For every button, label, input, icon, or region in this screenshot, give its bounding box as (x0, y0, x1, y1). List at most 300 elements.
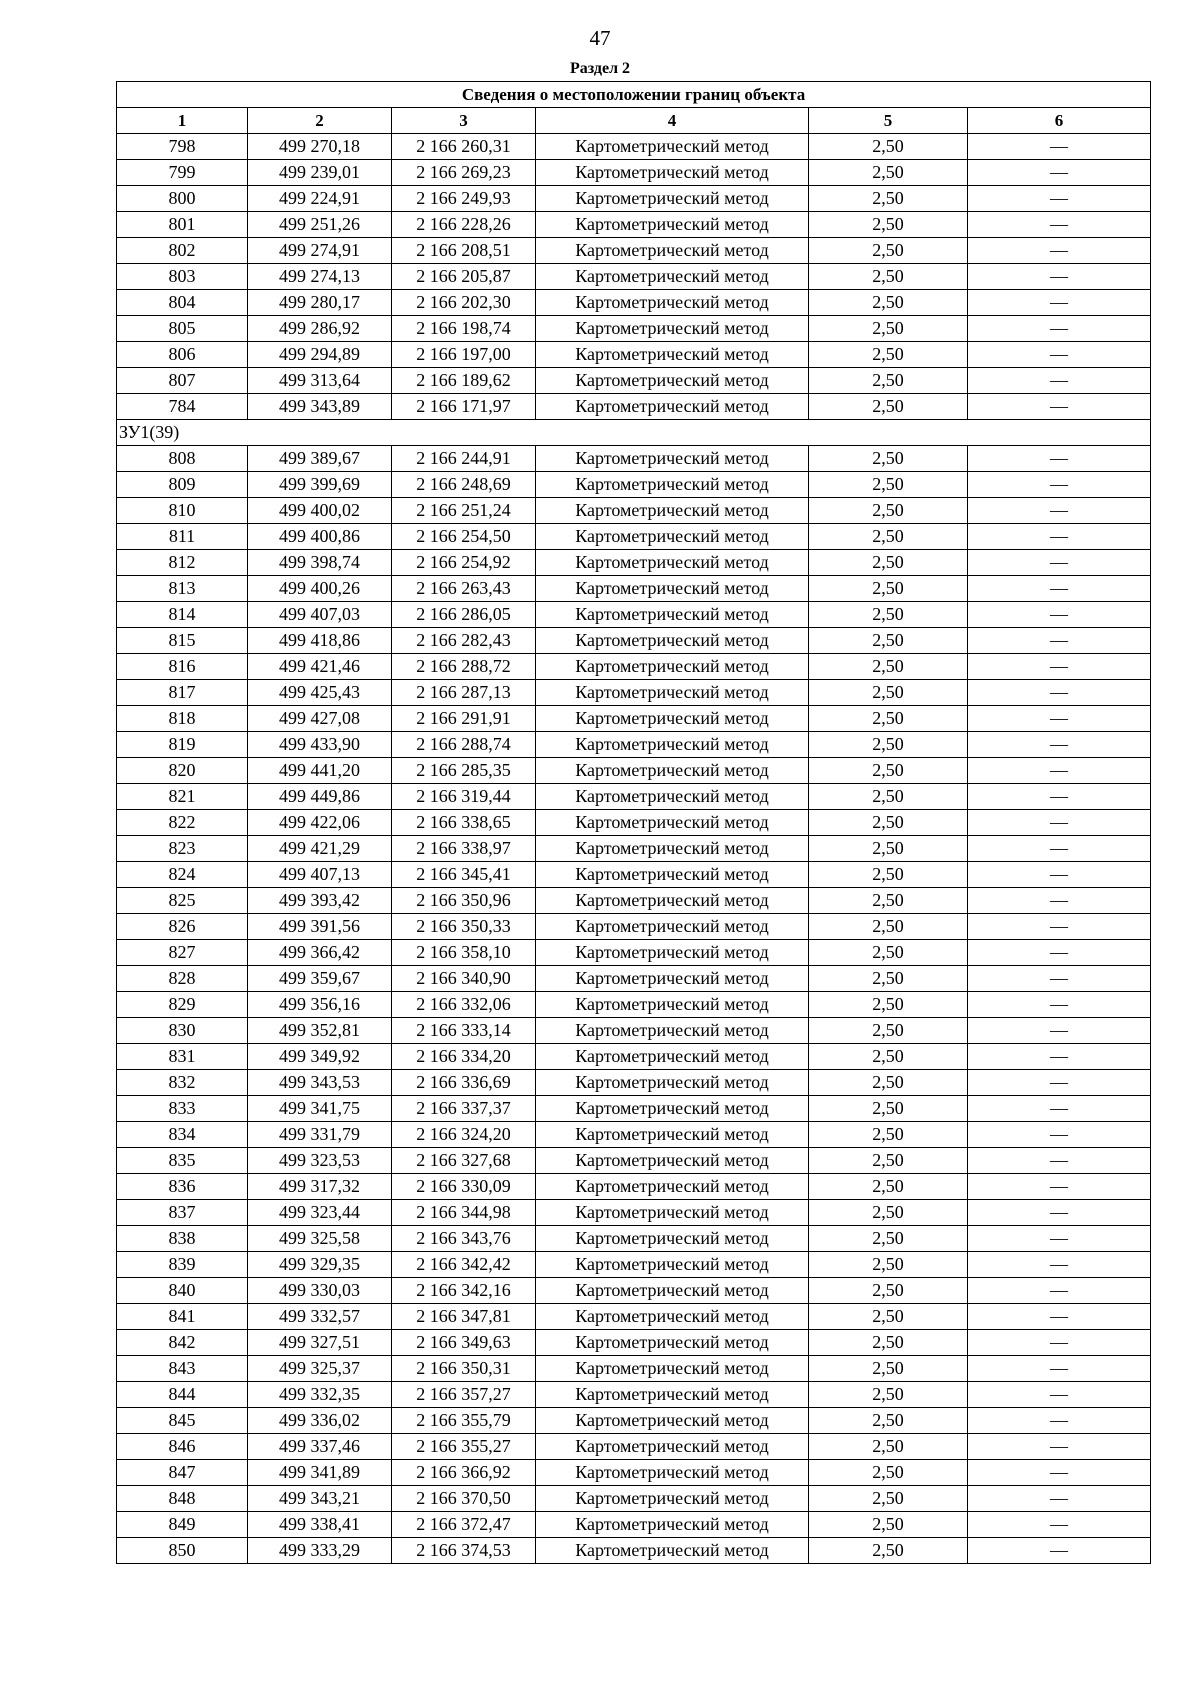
accuracy-cell: 2,50 (809, 576, 968, 602)
table-row (117, 576, 1151, 602)
method-cell: Картометрический метод (536, 368, 809, 394)
coord-x-cell: 499 422,06 (248, 810, 392, 836)
accuracy-cell: 2,50 (809, 602, 968, 628)
coord-x-cell: 499 330,03 (248, 1278, 392, 1304)
coord-y-cell: 2 166 347,81 (392, 1304, 536, 1330)
point-number-cell: 824 (117, 862, 248, 888)
method-cell: Картометрический метод (536, 316, 809, 342)
table-row (117, 706, 1151, 732)
method-cell: Картометрический метод (536, 550, 809, 576)
coord-y-cell: 2 166 282,43 (392, 628, 536, 654)
table-row (117, 342, 1151, 368)
coord-x-cell: 499 389,67 (248, 446, 392, 472)
accuracy-cell: 2,50 (809, 1044, 968, 1070)
point-number-cell: 809 (117, 472, 248, 498)
coord-y-cell: 2 166 319,44 (392, 784, 536, 810)
method-cell: Картометрический метод (536, 1070, 809, 1096)
accuracy-cell: 2,50 (809, 1174, 968, 1200)
point-number-cell: 823 (117, 836, 248, 862)
table-row (117, 992, 1151, 1018)
coord-x-cell: 499 336,02 (248, 1408, 392, 1434)
description-cell: — (968, 238, 1151, 264)
coord-y-cell: 2 166 287,13 (392, 680, 536, 706)
description-cell: — (968, 394, 1151, 420)
column-header: 2 (248, 108, 392, 134)
coord-y-cell: 2 166 291,91 (392, 706, 536, 732)
description-cell: — (968, 628, 1151, 654)
method-cell: Картометрический метод (536, 394, 809, 420)
accuracy-cell: 2,50 (809, 1356, 968, 1382)
accuracy-cell: 2,50 (809, 654, 968, 680)
accuracy-cell: 2,50 (809, 212, 968, 238)
method-cell: Картометрический метод (536, 134, 809, 160)
column-header-row (117, 108, 1151, 134)
coord-x-cell: 499 433,90 (248, 732, 392, 758)
coord-x-cell: 499 349,92 (248, 1044, 392, 1070)
accuracy-cell: 2,50 (809, 1018, 968, 1044)
coord-y-cell: 2 166 288,72 (392, 654, 536, 680)
point-number-cell: 830 (117, 1018, 248, 1044)
method-cell: Картометрический метод (536, 1382, 809, 1408)
coord-y-cell: 2 166 197,00 (392, 342, 536, 368)
method-cell: Картометрический метод (536, 914, 809, 940)
table-row (117, 966, 1151, 992)
description-cell: — (968, 888, 1151, 914)
coord-x-cell: 499 421,29 (248, 836, 392, 862)
table-row (117, 1122, 1151, 1148)
accuracy-cell: 2,50 (809, 836, 968, 862)
point-number-cell: 801 (117, 212, 248, 238)
coord-x-cell: 499 391,56 (248, 914, 392, 940)
description-cell: — (968, 264, 1151, 290)
table-row (117, 1434, 1151, 1460)
accuracy-cell: 2,50 (809, 1382, 968, 1408)
table-row (117, 1096, 1151, 1122)
description-cell: — (968, 1486, 1151, 1512)
point-number-cell: 812 (117, 550, 248, 576)
coord-y-cell: 2 166 244,91 (392, 446, 536, 472)
coord-y-cell: 2 166 338,97 (392, 836, 536, 862)
description-cell: — (968, 1278, 1151, 1304)
coord-x-cell: 499 398,74 (248, 550, 392, 576)
accuracy-cell: 2,50 (809, 1278, 968, 1304)
description-cell: — (968, 862, 1151, 888)
accuracy-cell: 2,50 (809, 1538, 968, 1564)
coord-y-cell: 2 166 350,96 (392, 888, 536, 914)
accuracy-cell: 2,50 (809, 498, 968, 524)
point-number-cell: 849 (117, 1512, 248, 1538)
coord-y-cell: 2 166 355,79 (392, 1408, 536, 1434)
method-cell: Картометрический метод (536, 264, 809, 290)
coord-y-cell: 2 166 254,50 (392, 524, 536, 550)
description-cell: — (968, 1512, 1151, 1538)
method-cell: Картометрический метод (536, 1408, 809, 1434)
method-cell: Картометрический метод (536, 1174, 809, 1200)
table-row (117, 862, 1151, 888)
point-number-cell: 802 (117, 238, 248, 264)
table-row (117, 914, 1151, 940)
coord-y-cell: 2 166 208,51 (392, 238, 536, 264)
accuracy-cell: 2,50 (809, 290, 968, 316)
coord-y-cell: 2 166 263,43 (392, 576, 536, 602)
accuracy-cell: 2,50 (809, 1304, 968, 1330)
coord-y-cell: 2 166 251,24 (392, 498, 536, 524)
method-cell: Картометрический метод (536, 1148, 809, 1174)
description-cell: — (968, 1408, 1151, 1434)
description-cell: — (968, 472, 1151, 498)
method-cell: Картометрический метод (536, 628, 809, 654)
description-cell: — (968, 784, 1151, 810)
table-row (117, 940, 1151, 966)
point-number-cell: 822 (117, 810, 248, 836)
coord-x-cell: 499 338,41 (248, 1512, 392, 1538)
coord-y-cell: 2 166 285,35 (392, 758, 536, 784)
group-row (117, 420, 1151, 446)
description-cell: — (968, 212, 1151, 238)
coord-x-cell: 499 400,86 (248, 524, 392, 550)
point-number-cell: 845 (117, 1408, 248, 1434)
table-row (117, 1304, 1151, 1330)
coord-x-cell: 499 359,67 (248, 966, 392, 992)
accuracy-cell: 2,50 (809, 160, 968, 186)
coord-x-cell: 499 239,01 (248, 160, 392, 186)
point-number-cell: 828 (117, 966, 248, 992)
point-number-cell: 811 (117, 524, 248, 550)
coord-x-cell: 499 274,91 (248, 238, 392, 264)
coord-y-cell: 2 166 370,50 (392, 1486, 536, 1512)
description-cell: — (968, 1252, 1151, 1278)
method-cell: Картометрический метод (536, 992, 809, 1018)
point-number-cell: 844 (117, 1382, 248, 1408)
accuracy-cell: 2,50 (809, 134, 968, 160)
coord-y-cell: 2 166 205,87 (392, 264, 536, 290)
accuracy-cell: 2,50 (809, 862, 968, 888)
point-number-cell: 821 (117, 784, 248, 810)
accuracy-cell: 2,50 (809, 888, 968, 914)
coord-x-cell: 499 333,29 (248, 1538, 392, 1564)
accuracy-cell: 2,50 (809, 1096, 968, 1122)
description-cell: — (968, 1174, 1151, 1200)
method-cell: Картометрический метод (536, 1486, 809, 1512)
table-row (117, 160, 1151, 186)
description-cell: — (968, 446, 1151, 472)
table-row (117, 368, 1151, 394)
point-number-cell: 826 (117, 914, 248, 940)
point-number-cell: 816 (117, 654, 248, 680)
description-cell: — (968, 1226, 1151, 1252)
table-row (117, 238, 1151, 264)
point-number-cell: 819 (117, 732, 248, 758)
table-row (117, 1174, 1151, 1200)
method-cell: Картометрический метод (536, 446, 809, 472)
table-row (117, 784, 1151, 810)
coord-x-cell: 499 449,86 (248, 784, 392, 810)
table-row (117, 1148, 1151, 1174)
description-cell: — (968, 576, 1151, 602)
point-number-cell: 841 (117, 1304, 248, 1330)
accuracy-cell: 2,50 (809, 1460, 968, 1486)
point-number-cell: 799 (117, 160, 248, 186)
coord-y-cell: 2 166 254,92 (392, 550, 536, 576)
coord-y-cell: 2 166 338,65 (392, 810, 536, 836)
coord-x-cell: 499 286,92 (248, 316, 392, 342)
coord-y-cell: 2 166 358,10 (392, 940, 536, 966)
method-cell: Картометрический метод (536, 1330, 809, 1356)
coord-x-cell: 499 343,89 (248, 394, 392, 420)
description-cell: — (968, 914, 1151, 940)
coord-x-cell: 499 421,46 (248, 654, 392, 680)
accuracy-cell: 2,50 (809, 1252, 968, 1278)
accuracy-cell: 2,50 (809, 342, 968, 368)
method-cell: Картометрический метод (536, 160, 809, 186)
coord-x-cell: 499 352,81 (248, 1018, 392, 1044)
method-cell: Картометрический метод (536, 862, 809, 888)
coord-x-cell: 499 329,35 (248, 1252, 392, 1278)
accuracy-cell: 2,50 (809, 368, 968, 394)
point-number-cell: 833 (117, 1096, 248, 1122)
coord-x-cell: 499 337,46 (248, 1434, 392, 1460)
accuracy-cell: 2,50 (809, 1486, 968, 1512)
table-row (117, 1018, 1151, 1044)
method-cell: Картометрический метод (536, 706, 809, 732)
coord-x-cell: 499 341,75 (248, 1096, 392, 1122)
description-cell: — (968, 732, 1151, 758)
column-header: 4 (536, 108, 809, 134)
accuracy-cell: 2,50 (809, 186, 968, 212)
coord-x-cell: 499 356,16 (248, 992, 392, 1018)
table-row (117, 888, 1151, 914)
table-title-row (117, 82, 1151, 108)
table-row (117, 1512, 1151, 1538)
coord-y-cell: 2 166 202,30 (392, 290, 536, 316)
table-row (117, 1460, 1151, 1486)
coord-x-cell: 499 274,13 (248, 264, 392, 290)
point-number-cell: 831 (117, 1044, 248, 1070)
coord-y-cell: 2 166 336,69 (392, 1070, 536, 1096)
accuracy-cell: 2,50 (809, 1122, 968, 1148)
accuracy-cell: 2,50 (809, 1512, 968, 1538)
coord-x-cell: 499 317,32 (248, 1174, 392, 1200)
accuracy-cell: 2,50 (809, 472, 968, 498)
method-cell: Картометрический метод (536, 1044, 809, 1070)
description-cell: — (968, 1330, 1151, 1356)
coord-y-cell: 2 166 198,74 (392, 316, 536, 342)
method-cell: Картометрический метод (536, 1512, 809, 1538)
coord-y-cell: 2 166 324,20 (392, 1122, 536, 1148)
point-number-cell: 829 (117, 992, 248, 1018)
table-row (117, 550, 1151, 576)
coord-y-cell: 2 166 342,16 (392, 1278, 536, 1304)
coord-x-cell: 499 251,26 (248, 212, 392, 238)
table-row (117, 498, 1151, 524)
point-number-cell: 842 (117, 1330, 248, 1356)
description-cell: — (968, 706, 1151, 732)
method-cell: Картометрический метод (536, 1538, 809, 1564)
coord-y-cell: 2 166 342,42 (392, 1252, 536, 1278)
coord-y-cell: 2 166 228,26 (392, 212, 536, 238)
point-number-cell: 800 (117, 186, 248, 212)
table-row (117, 134, 1151, 160)
description-cell: — (968, 186, 1151, 212)
accuracy-cell: 2,50 (809, 992, 968, 1018)
description-cell: — (968, 836, 1151, 862)
method-cell: Картометрический метод (536, 1096, 809, 1122)
table-row (117, 1278, 1151, 1304)
table-row (117, 1200, 1151, 1226)
table-row (117, 1356, 1151, 1382)
method-cell: Картометрический метод (536, 186, 809, 212)
description-cell: — (968, 524, 1151, 550)
table-row (117, 1408, 1151, 1434)
method-cell: Картометрический метод (536, 810, 809, 836)
table-row (117, 1252, 1151, 1278)
description-cell: — (968, 1122, 1151, 1148)
coord-x-cell: 499 400,26 (248, 576, 392, 602)
description-cell: — (968, 342, 1151, 368)
column-header: 1 (117, 108, 248, 134)
point-number-cell: 804 (117, 290, 248, 316)
accuracy-cell: 2,50 (809, 940, 968, 966)
method-cell: Картометрический метод (536, 1252, 809, 1278)
coord-x-cell: 499 418,86 (248, 628, 392, 654)
table-row (117, 1226, 1151, 1252)
coord-y-cell: 2 166 357,27 (392, 1382, 536, 1408)
description-cell: — (968, 602, 1151, 628)
description-cell: — (968, 160, 1151, 186)
description-cell: — (968, 368, 1151, 394)
description-cell: — (968, 1460, 1151, 1486)
method-cell: Картометрический метод (536, 1304, 809, 1330)
table-row (117, 186, 1151, 212)
point-number-cell: 798 (117, 134, 248, 160)
description-cell: — (968, 758, 1151, 784)
coord-x-cell: 499 407,13 (248, 862, 392, 888)
point-number-cell: 784 (117, 394, 248, 420)
coord-y-cell: 2 166 330,09 (392, 1174, 536, 1200)
description-cell: — (968, 134, 1151, 160)
point-number-cell: 838 (117, 1226, 248, 1252)
point-number-cell: 806 (117, 342, 248, 368)
description-cell: — (968, 550, 1151, 576)
coord-y-cell: 2 166 334,20 (392, 1044, 536, 1070)
accuracy-cell: 2,50 (809, 316, 968, 342)
accuracy-cell: 2,50 (809, 810, 968, 836)
point-number-cell: 832 (117, 1070, 248, 1096)
method-cell: Картометрический метод (536, 732, 809, 758)
method-cell: Картометрический метод (536, 212, 809, 238)
table-row (117, 1538, 1151, 1564)
coord-y-cell: 2 166 355,27 (392, 1434, 536, 1460)
method-cell: Картометрический метод (536, 1018, 809, 1044)
table-row (117, 290, 1151, 316)
description-cell: — (968, 1382, 1151, 1408)
point-number-cell: 807 (117, 368, 248, 394)
point-number-cell: 839 (117, 1252, 248, 1278)
point-number-cell: 817 (117, 680, 248, 706)
coord-y-cell: 2 166 350,31 (392, 1356, 536, 1382)
accuracy-cell: 2,50 (809, 550, 968, 576)
point-number-cell: 813 (117, 576, 248, 602)
coord-y-cell: 2 166 344,98 (392, 1200, 536, 1226)
point-number-cell: 818 (117, 706, 248, 732)
table-row (117, 446, 1151, 472)
accuracy-cell: 2,50 (809, 732, 968, 758)
table-row (117, 212, 1151, 238)
description-cell: — (968, 1538, 1151, 1564)
coord-x-cell: 499 343,53 (248, 1070, 392, 1096)
coord-x-cell: 499 224,91 (248, 186, 392, 212)
accuracy-cell: 2,50 (809, 914, 968, 940)
accuracy-cell: 2,50 (809, 1200, 968, 1226)
accuracy-cell: 2,50 (809, 706, 968, 732)
accuracy-cell: 2,50 (809, 394, 968, 420)
method-cell: Картометрический метод (536, 680, 809, 706)
method-cell: Картометрический метод (536, 888, 809, 914)
coord-x-cell: 499 441,20 (248, 758, 392, 784)
method-cell: Картометрический метод (536, 1356, 809, 1382)
table-row (117, 680, 1151, 706)
accuracy-cell: 2,50 (809, 264, 968, 290)
coord-x-cell: 499 407,03 (248, 602, 392, 628)
table-row (117, 810, 1151, 836)
description-cell: — (968, 1044, 1151, 1070)
table-row (117, 1486, 1151, 1512)
table-row (117, 732, 1151, 758)
method-cell: Картометрический метод (536, 654, 809, 680)
method-cell: Картометрический метод (536, 238, 809, 264)
coord-x-cell: 499 393,42 (248, 888, 392, 914)
method-cell: Картометрический метод (536, 836, 809, 862)
coord-x-cell: 499 343,21 (248, 1486, 392, 1512)
point-number-cell: 834 (117, 1122, 248, 1148)
point-number-cell: 825 (117, 888, 248, 914)
point-number-cell: 827 (117, 940, 248, 966)
coord-y-cell: 2 166 288,74 (392, 732, 536, 758)
coord-x-cell: 499 270,18 (248, 134, 392, 160)
method-cell: Картометрический метод (536, 1460, 809, 1486)
method-cell: Картометрический метод (536, 472, 809, 498)
coord-y-cell: 2 166 372,47 (392, 1512, 536, 1538)
coord-y-cell: 2 166 189,62 (392, 368, 536, 394)
table-row (117, 472, 1151, 498)
method-cell: Картометрический метод (536, 1200, 809, 1226)
description-cell: — (968, 1018, 1151, 1044)
accuracy-cell: 2,50 (809, 1330, 968, 1356)
method-cell: Картометрический метод (536, 758, 809, 784)
coord-y-cell: 2 166 345,41 (392, 862, 536, 888)
coord-x-cell: 499 294,89 (248, 342, 392, 368)
coord-y-cell: 2 166 374,53 (392, 1538, 536, 1564)
coord-y-cell: 2 166 349,63 (392, 1330, 536, 1356)
description-cell: — (968, 810, 1151, 836)
table-row (117, 654, 1151, 680)
coord-x-cell: 499 323,53 (248, 1148, 392, 1174)
accuracy-cell: 2,50 (809, 1226, 968, 1252)
point-number-cell: 837 (117, 1200, 248, 1226)
coord-y-cell: 2 166 366,92 (392, 1460, 536, 1486)
coord-x-cell: 499 325,37 (248, 1356, 392, 1382)
table-row (117, 758, 1151, 784)
description-cell: — (968, 1434, 1151, 1460)
point-number-cell: 808 (117, 446, 248, 472)
point-number-cell: 843 (117, 1356, 248, 1382)
accuracy-cell: 2,50 (809, 628, 968, 654)
point-number-cell: 815 (117, 628, 248, 654)
point-number-cell: 836 (117, 1174, 248, 1200)
description-cell: — (968, 992, 1151, 1018)
table-row (117, 836, 1151, 862)
accuracy-cell: 2,50 (809, 1148, 968, 1174)
